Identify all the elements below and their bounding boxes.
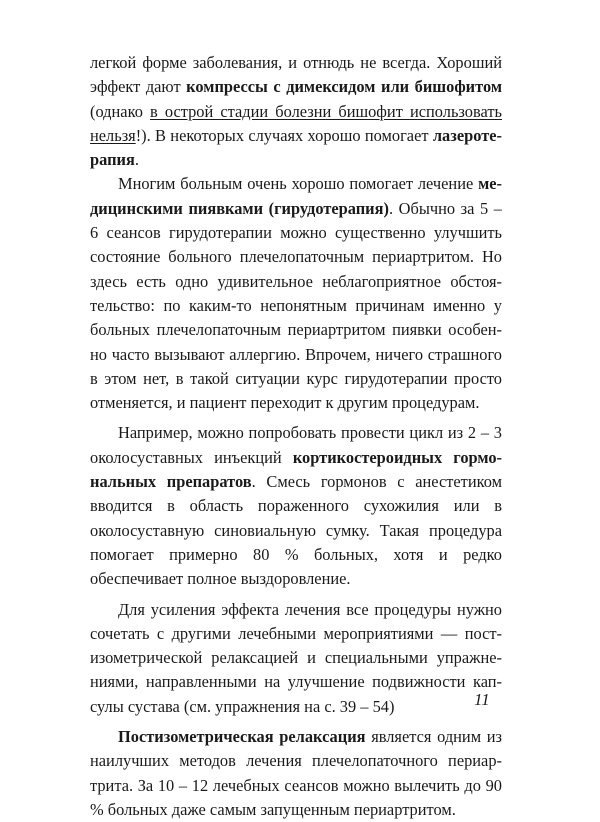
bold-term: лазеротерапия	[90, 125, 502, 170]
text-run: легкой форме заболевания, и отнюдь не всегда. Хороший эффект дают	[90, 53, 502, 97]
bold-term: медицинскими пиявками (гирудотерапия)	[90, 174, 502, 218]
paragraph	[90, 51, 502, 172]
text-run: Например, можно попробовать провести цикл из 2 – 3 околосуставных инъекций	[90, 423, 502, 467]
text-run: . Обычно за 5 – 6 сеансов гирудотерапии можно существенно улучшить состояние больного плечелопаточным периартритом. Но здесь есть одно удивительное неблагоприятное обстоятельство: по каким-то непонятным причинам именно у больных плечелопаточным периартритом пиявки особенно часто вызывают аллергию. Впрочем, ничего страшного в этом нет, в такой ситуации курс гирудотерапии просто отменяется, и пациент переходит к другим процедурам.	[90, 198, 503, 413]
paragraph	[90, 172, 502, 415]
bold-term: Постизометрическая релаксация	[118, 727, 366, 747]
text-run: !). В некоторых случаях хорошо помогает	[135, 125, 433, 145]
text-run: .	[134, 150, 139, 170]
text-run: Для усиления эффекта лечения все процедуры нужно сочетать с другими лечебными мероприятиями — постизометрической релаксацией и специальными упражнениями, направленными на улучшение подвижности капсулы сустава (см. упражнения на с. 39 – 54)	[90, 599, 502, 716]
paragraph	[90, 421, 502, 591]
bold-term: компрессы с димексидом или бишофитом	[186, 77, 502, 97]
text-run: Многим больным очень хорошо помогает лечение	[118, 174, 479, 194]
bold-term: кортикостероидных гормональных препаратов	[90, 447, 502, 492]
text-run: (однако	[90, 101, 151, 121]
page-number: 11	[474, 690, 490, 709]
text-run: . Смесь гормонов с анестетиком вводится в область пораженного сухожилия или в околосуставную синовиальную сумку. Такая процедура помогает примерно 80 % больных, хотя и редко обеспечивает полное выздоровление.	[90, 472, 503, 589]
underlined-text: в острой стадии болезни бишофит использовать нельзя	[90, 101, 503, 145]
page-body	[90, 51, 502, 822]
paragraph	[90, 725, 502, 822]
paragraph	[90, 598, 502, 719]
text-run: является одним из наилучших методов лечения плечелопаточного периартрита. За 10 – 12 лечебных сеансов можно вылечить до 90 % больных даже самым запущенным периартритом.	[90, 727, 502, 819]
